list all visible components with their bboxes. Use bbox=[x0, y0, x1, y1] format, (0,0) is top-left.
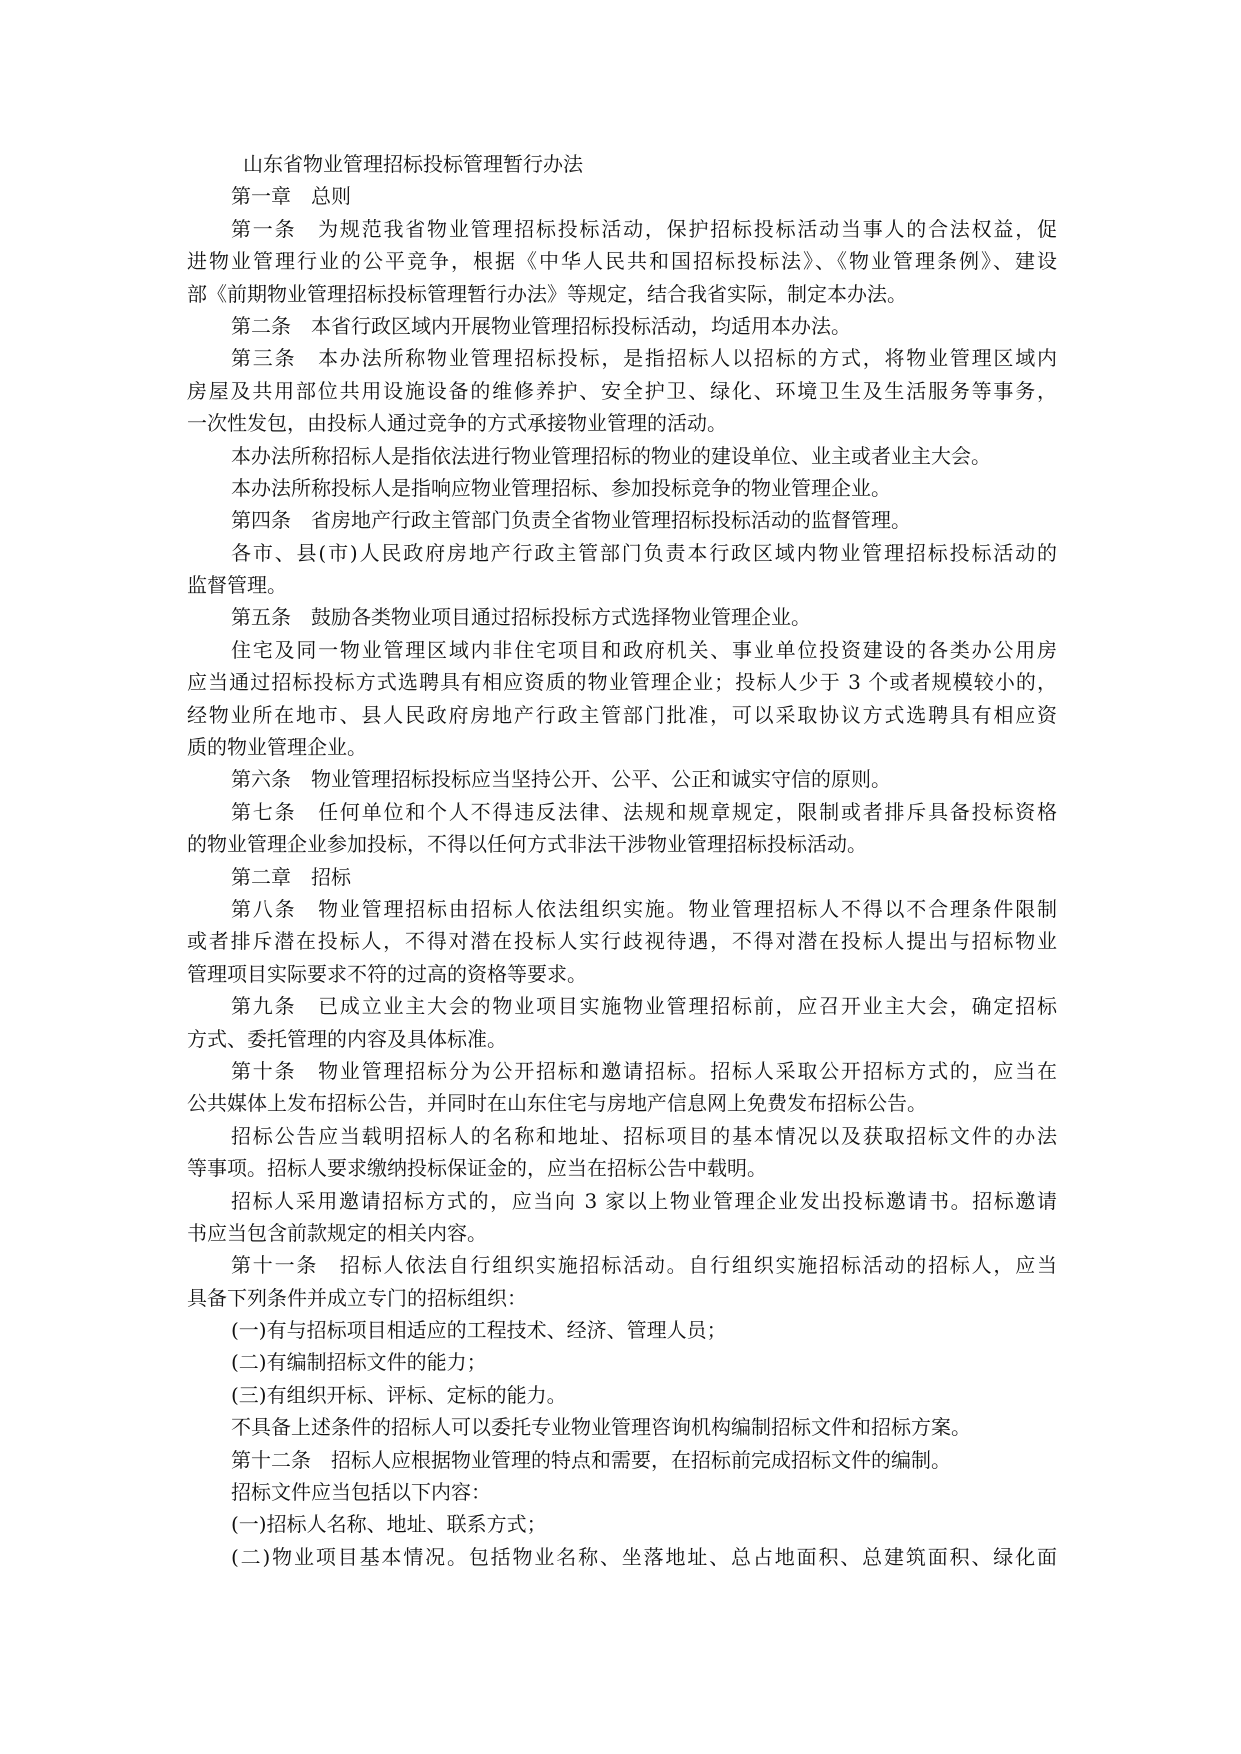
list-item: (一)有与招标项目相适应的工程技术、经济、管理人员； bbox=[231, 1318, 727, 1343]
paragraph-line: 第六条 物业管理招标投标应当坚持公开、公平、公正和诚实守信的原则。 bbox=[231, 767, 891, 792]
paragraph-line: 第九条 已成立业主大会的物业项目实施物业管理招标前，应召开业主大会，确定招标 bbox=[231, 994, 1057, 1019]
paragraph-line: 不具备上述条件的招标人可以委托专业物业管理咨询机构编制招标文件和招标方案。 bbox=[231, 1415, 971, 1440]
document-title: 山东省物业管理招标投标管理暂行办法 bbox=[243, 152, 583, 176]
paragraph-line: 管理项目实际要求不符的过高的资格等要求。 bbox=[187, 961, 587, 986]
paragraph-line: 进物业管理行业的公平竞争，根据《中华人民共和国招标投标法》、《物业管理条例》、建设 bbox=[187, 249, 1057, 274]
paragraph-line: 第三条 本办法所称物业管理招标投标，是指招标人以招标的方式，将物业管理区域内 bbox=[231, 346, 1057, 371]
paragraph-line: 招标人采用邀请招标方式的，应当向 3 家以上物业管理企业发出投标邀请书。招标邀请 bbox=[231, 1188, 1057, 1213]
document-body bbox=[187, 148, 1057, 1573]
paragraph-line: 第二条 本省行政区域内开展物业管理招标投标活动，均适用本办法。 bbox=[231, 313, 851, 338]
paragraph-line: 第十一条 招标人依法自行组织实施招标活动。自行组织实施招标活动的招标人，应当 bbox=[231, 1253, 1057, 1278]
paragraph-line: 招标文件应当包括以下内容： bbox=[231, 1480, 491, 1505]
paragraph-line: 各市、县(市)人民政府房地产行政主管部门负责本行政区域内物业管理招标投标活动的 bbox=[231, 540, 1057, 565]
list-item: (二)有编制招标文件的能力； bbox=[231, 1350, 487, 1375]
paragraph-line: 部《前期物业管理招标投标管理暂行办法》等规定，结合我省实际，制定本办法。 bbox=[187, 281, 907, 306]
paragraph-line: 本办法所称招标人是指依法进行物业管理招标的物业的建设单位、业主或者业主大会。 bbox=[231, 443, 991, 468]
chapter-heading: 第一章 总则 bbox=[231, 184, 351, 209]
paragraph-line: 招标公告应当载明招标人的名称和地址、招标项目的基本情况以及获取招标文件的办法 bbox=[231, 1123, 1057, 1148]
paragraph-line: 第五条 鼓励各类物业项目通过招标投标方式选择物业管理企业。 bbox=[231, 605, 811, 630]
paragraph-line: 或者排斥潜在投标人，不得对潜在投标人实行歧视待遇，不得对潜在投标人提出与招标物业 bbox=[187, 929, 1057, 954]
paragraph-line: 第一条 为规范我省物业管理招标投标活动，保护招标投标活动当事人的合法权益，促 bbox=[231, 216, 1057, 241]
paragraph-line: 一次性发包，由投标人通过竞争的方式承接物业管理的活动。 bbox=[187, 411, 727, 436]
paragraph-line: 具备下列条件并成立专门的招标组织： bbox=[187, 1285, 527, 1310]
paragraph-line: 等事项。招标人要求缴纳投标保证金的，应当在招标公告中载明。 bbox=[187, 1156, 767, 1181]
paragraph-line: 质的物业管理企业。 bbox=[187, 735, 367, 760]
paragraph-line: 应当通过招标投标方式选聘具有相应资质的物业管理企业；投标人少于 3 个或者规模较小的， bbox=[187, 670, 1057, 695]
paragraph-line: 方式、委托管理的内容及具体标准。 bbox=[187, 1026, 507, 1051]
paragraph-line: 第四条 省房地产行政主管部门负责全省物业管理招标投标活动的监督管理。 bbox=[231, 508, 911, 533]
paragraph-line: 第八条 物业管理招标由招标人依法组织实施。物业管理招标人不得以不合理条件限制 bbox=[231, 896, 1057, 921]
paragraph-line: 书应当包含前款规定的相关内容。 bbox=[187, 1220, 487, 1245]
paragraph-line: 房屋及共用部位共用设施设备的维修养护、安全护卫、绿化、环境卫生及生活服务等事务， bbox=[187, 378, 1057, 403]
list-item: (三)有组织开标、评标、定标的能力。 bbox=[231, 1382, 567, 1407]
paragraph-line: 经物业所在地市、县人民政府房地产行政主管部门批准，可以采取协议方式选聘具有相应资 bbox=[187, 702, 1057, 727]
paragraph-line: 公共媒体上发布招标公告，并同时在山东住宅与房地产信息网上免费发布招标公告。 bbox=[187, 1091, 927, 1116]
paragraph-line: 住宅及同一物业管理区域内非住宅项目和政府机关、事业单位投资建设的各类办公用房 bbox=[231, 637, 1057, 662]
paragraph-line: 第十条 物业管理招标分为公开招标和邀请招标。招标人采取公开招标方式的，应当在 bbox=[231, 1058, 1057, 1083]
paragraph-line: 第十二条 招标人应根据物业管理的特点和需要，在招标前完成招标文件的编制。 bbox=[231, 1447, 951, 1472]
chapter-heading: 第二章 招标 bbox=[231, 864, 351, 889]
paragraph-line: 第七条 任何单位和个人不得违反法律、法规和规章规定，限制或者排斥具备投标资格 bbox=[231, 799, 1057, 824]
paragraph-line: 监督管理。 bbox=[187, 573, 287, 598]
paragraph-line: 的物业管理企业参加投标，不得以任何方式非法干涉物业管理招标投标活动。 bbox=[187, 832, 867, 857]
list-item: (二)物业项目基本情况。包括物业名称、坐落地址、总占地面积、总建筑面积、绿化面 bbox=[231, 1544, 1057, 1569]
paragraph-line: 本办法所称投标人是指响应物业管理招标、参加投标竞争的物业管理企业。 bbox=[231, 475, 891, 500]
list-item: (一)招标人名称、地址、联系方式； bbox=[231, 1512, 547, 1537]
